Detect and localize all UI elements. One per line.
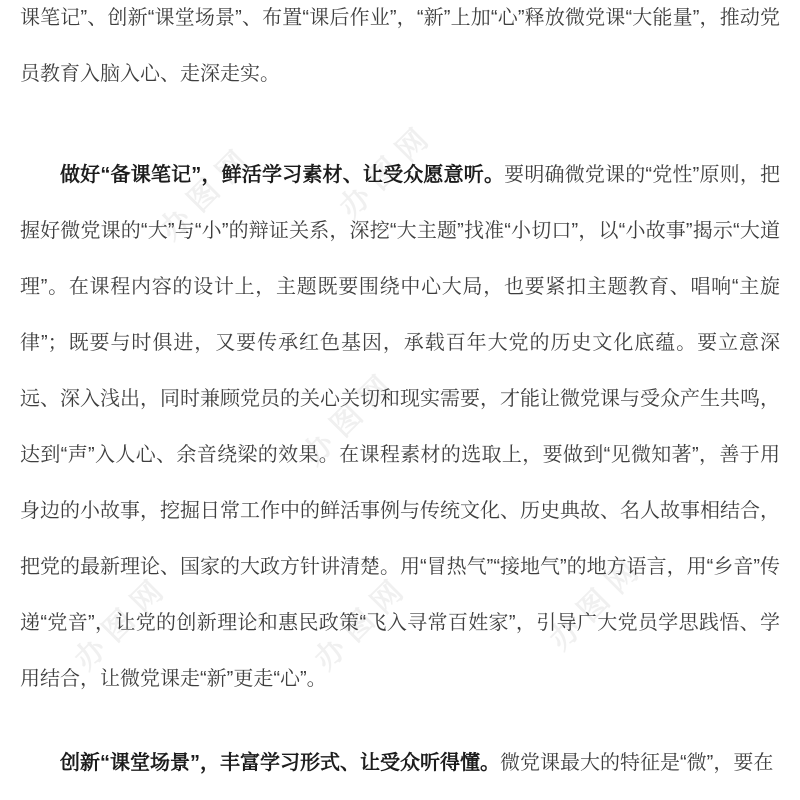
- watermark-text: 办图网: [543, 548, 652, 657]
- text-run: 微党课最大的特征是“微”，要在: [500, 752, 774, 774]
- text-run-bold: 做好“备课笔记”，鲜活学习素材、让受众愿意听。: [60, 164, 505, 186]
- text-run-bold: 创新“课堂场景”，丰富学习形式、让受众听得懂。: [60, 752, 500, 774]
- watermark-text: 办图网: [153, 138, 262, 247]
- paragraph-preparing-notes: [20, 147, 780, 707]
- watermark-text: 办图网: [296, 363, 405, 472]
- paragraph-classroom-scene: [20, 735, 780, 791]
- text-run: 课笔记”、创新“课堂场景”、布置“课后作业”，“新”上加“心”释放微党课“大能量”，推动党员教育入脑入心、走深走实。: [20, 7, 780, 85]
- text-run: 要明确微党课的“党性”原则，把握好微党课的“大”与“小”的辩证关系，深挖“大主题”找准“小切口”，以“小故事”揭示“大道理”。在课程内容的设计上，主题既要围绕中心大局，也要紧扣主题教育、唱响“主旋律”；既要与时俱进，又要传承红色基因，承载百年大党的历史文化底蕴。要立意深远、深入浅出，同时兼顾党员的关心关切和现实需要，才能让微党课与受众产生共鸣，达到“声”入人心、余音绕梁的效果。在课程素材的选取上，要做到“见微知著”，善于用身边的小故事，挖掘日常工作中的鲜活事例与传统文化、历史典故、名人故事相结合，把党的最新理论、国家的大政方针讲清楚。用“冒热气”“接地气”的地方语言，用“乡音”传递“党音”，让党的创新理论和惠民政策“飞入寻常百姓家”，引导广大党员学思践悟、学用结合，让微党课走“新”更走“心”。: [20, 164, 781, 690]
- watermark-text: 办图网: [308, 568, 417, 677]
- watermark-text: 办图网: [333, 116, 442, 225]
- paragraph-continuation: [20, 0, 780, 102]
- watermark-text: 办图网: [68, 568, 177, 677]
